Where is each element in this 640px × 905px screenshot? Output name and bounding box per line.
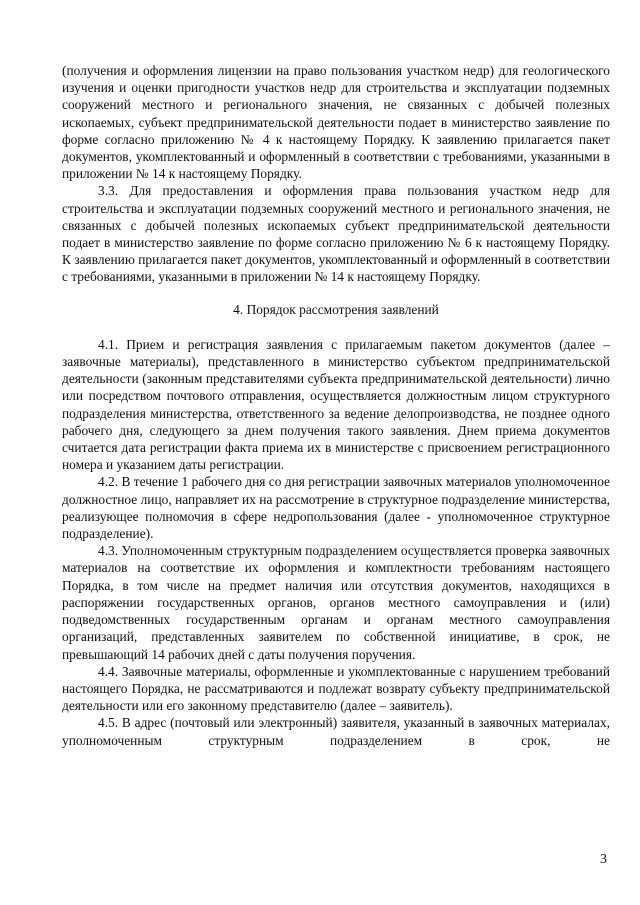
paragraph-4-4: 4.4. Заявочные материалы, оформленные и укомплектованные с нарушением требований настоящего Порядка, не рассматриваются и подлежат возврату субъекту предпринимательской деятельности или его законному представителю (далее – заявитель). [62,663,610,714]
paragraph-3-3: 3.3. Для предоставления и оформления права пользования участком недр для строительства и эксплуатации подземных сооружений местного и регионального значения, не связанных с добычей полезных ископаемых субъект предпринимательской деятельности подает в министерство заявление по форме согласно приложению № 6 к настоящему Порядку. К заявлению прилагается пакет документов, укомплектованный и оформленный в соответствии с требованиями, указанными в приложении № 14 к настоящему Порядку. [62,183,610,285]
section-heading: 4. Порядок рассмотрения заявлений [233,301,439,317]
paragraph-4-5: 4.5. В адрес (почтовый или электронный) заявителя, указанный в заявочных материалах, уполномоченным структурным подразделением в срок, не [62,715,610,748]
page-number: 3 [600,852,607,867]
paragraph-4-2: 4.2. В течение 1 рабочего дня со дня регистрации заявочных материалов уполномоченное должностное лицо, направляет их на рассмотрение в структурное подразделение министерства, реализующее полномочия в сфере недропользования (далее - уполномоченное структурное подразделение). [62,474,610,542]
paragraph-4-1: 4.1. Прием и регистрация заявления с прилагаемым пакетом документов (далее – заявочные материалы), представленного в министерство субъектом предпринимательской деятельности (законным представителями субъекта предпринимательской деятельности) лично или посредством почтового отправления, осуществляется должностным лицом структурного подразделения министерства, ответственного за ведение делопроизводства, не позднее одного рабочего дня, следующего за днем получения такого заявления. Днем приема документов считается дата регистрации факта приема их в министерстве с присвоением регистрационного номера и указанием даты регистрации. [62,336,610,473]
document-body [62,62,610,749]
paragraph-3-2-continuation: (получения и оформления лицензии на право пользования участком недр) для геологического изучения и оценки пригодности участков недр для строительства и эксплуатации подземных сооружений местного и регионального значения, не связанных с добычей полезных ископаемых, субъект предпринимательской деятельности подает в министерство заявление по форме согласно приложению № 4 к настоящему Порядку. К заявлению прилагается пакет документов, укомплектованный и оформленный в соответствии с требованиями, указанными в приложении № 14 к настоящему Порядку. [62,63,610,182]
paragraph-4-3: 4.3. Уполномоченным структурным подразделением осуществляется проверка заявочных материалов на соответствие их оформления и комплектности требованиям настоящего Порядка, в том числе на предмет наличия или отсутствия документов, находящихся в распоряжении государственных органов, органов местного самоуправления и (или) подведомственных государственным органам и органам местного самоуправления организаций, представленных заявителем по собственной инициативе, в срок, не превышающий 14 рабочих дней с даты получения поручения. [62,543,610,662]
